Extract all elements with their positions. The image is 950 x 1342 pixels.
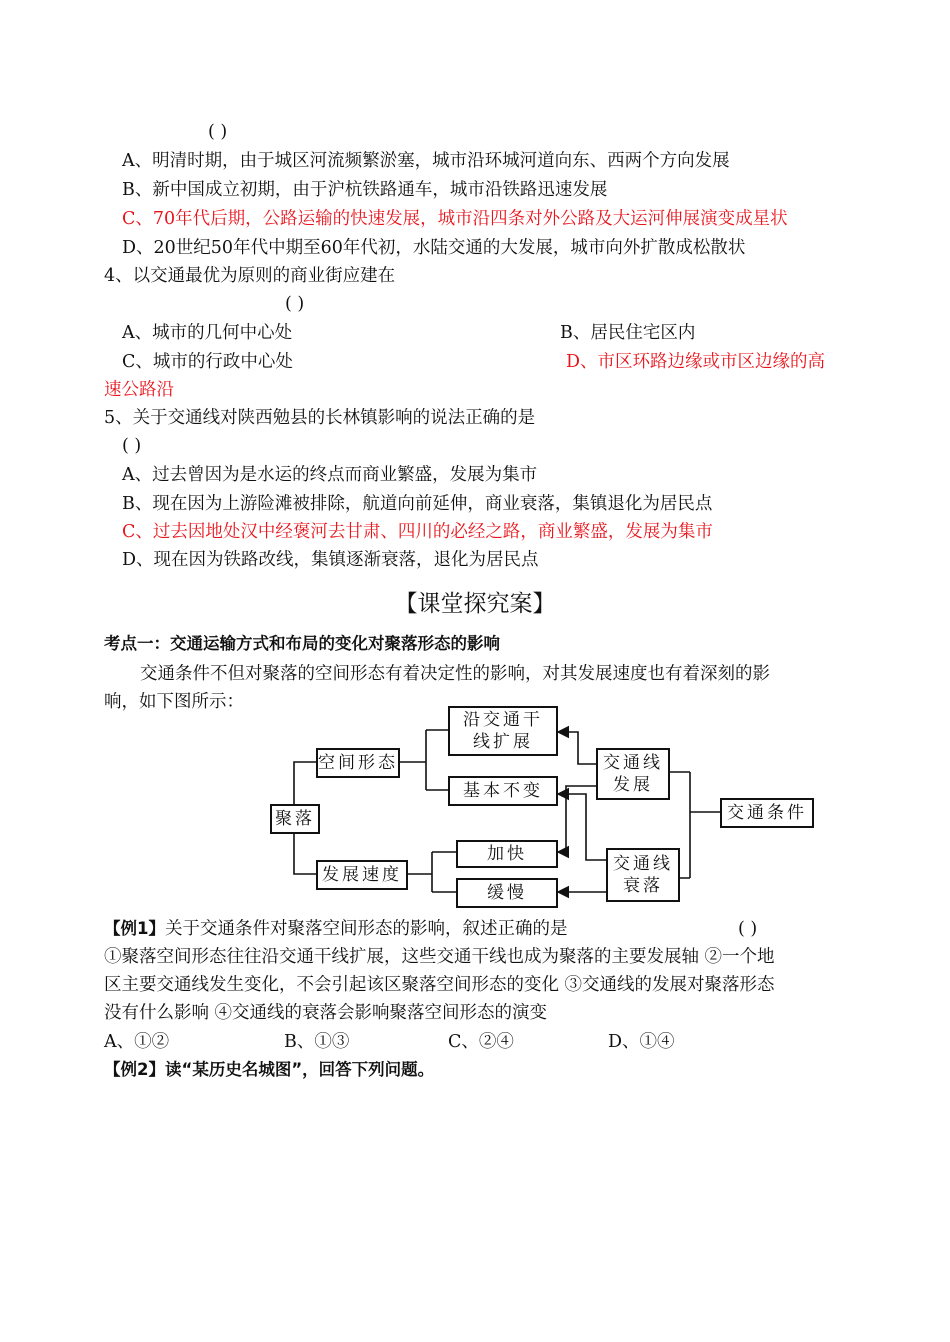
q3-option-a: A、明清时期，由于城区河流频繁淤塞，城市沿环城河道向东、西两个方向发展 <box>122 151 730 171</box>
box-tiaojian-label: 交通条件 <box>727 803 807 823</box>
ex2-label: 【例2】 <box>104 1060 165 1079</box>
q5-option-b: B、现在因为上游险滩被排除，航道向前延伸，商业衰落，集镇退化为居民点 <box>122 494 713 514</box>
intro-line-1: 交通条件不但对聚落的空间形态有着决定性的影响，对其发展速度也有着深刻的影 <box>140 664 770 684</box>
section-title: 【课堂探究案】 <box>394 591 556 617</box>
q4-option-a: A、城市的几何中心处 <box>122 323 293 343</box>
ex1-body-2: 区主要交通线发生变化，不会引起该区聚落空间形态的变化 ③交通线的发展对聚落形态 <box>104 975 775 995</box>
box-yan-line1: 沿交通干 <box>463 710 543 730</box>
q3-answer-paren: ( ) <box>208 122 228 142</box>
box-jiakuai <box>456 840 558 868</box>
box-fazhan-sudu-label: 发展速度 <box>322 865 402 885</box>
box-kongjian-label: 空间形态 <box>318 753 398 773</box>
ex1-body-1: ①聚落空间形态往往沿交通干线扩展，这些交通干线也成为聚落的主要发展轴 ②一个地 <box>104 947 775 967</box>
q4-option-d: D、市区环路边缘或市区边缘的高 <box>566 352 826 372</box>
box-yan-line2: 线扩展 <box>473 732 533 752</box>
box-jiaotongxian-shuailuo <box>606 848 680 902</box>
box-jtfz-line2: 发展 <box>613 775 653 795</box>
ex1-line <box>104 917 567 941</box>
box-juluo-label: 聚落 <box>275 809 315 829</box>
q5-option-d: D、现在因为铁路改线，集镇逐渐衰落，退化为居民点 <box>122 550 539 570</box>
q4-option-c: C、城市的行政中心处 <box>122 352 293 372</box>
box-jtsl-line1: 交通线 <box>613 854 673 874</box>
traffic-settlement-diagram <box>268 702 820 914</box>
q3-option-c: C、70年代后期，公路运输的快速发展，城市沿四条对外公路及大运河伸展演变成星状 <box>122 209 788 229</box>
box-fazhan-sudu <box>316 860 408 890</box>
box-huanman-label: 缓慢 <box>487 883 527 903</box>
intro-line-2: 响，如下图所示： <box>104 692 244 712</box>
q4-answer-paren: ( ) <box>285 294 305 314</box>
box-yan-jiaotong-ganxian <box>448 706 558 756</box>
ex1-option-d: D、①④ <box>608 1032 675 1052</box>
ex1-option-b: B、①③ <box>284 1032 350 1052</box>
q5-stem: 5、关于交通线对陕西勉县的长林镇影响的说法正确的是 <box>104 408 536 428</box>
box-jtsl-line2: 衰落 <box>623 876 663 896</box>
q4-option-b: B、居民住宅区内 <box>560 323 696 343</box>
q4-option-d-cont: 速公路沿 <box>104 380 174 400</box>
ex1-option-a: A、①② <box>104 1032 170 1052</box>
q3-option-d: D、20世纪50年代中期至60年代初，水陆交通的大发展，城市向外扩散成松散状 <box>122 238 746 258</box>
box-jiakuai-label: 加快 <box>487 844 527 864</box>
q5-option-a: A、过去曾因为是水运的终点而商业繁盛，发展为集市 <box>122 465 538 485</box>
ex2-stem: 读“某历史名城图”，回答下列问题。 <box>164 1060 435 1079</box>
ex1-label: 【例1】 <box>104 919 165 938</box>
q5-option-c: C、过去因地处汉中经褒河去甘肃、四川的必经之路，商业繁盛，发展为集市 <box>122 522 713 542</box>
q5-answer-paren: ( ) <box>122 436 142 456</box>
box-huanman <box>456 878 558 908</box>
box-jtfz-line1: 交通线 <box>603 753 663 773</box>
ex1-answer-paren: ( ) <box>738 919 758 939</box>
box-jiaotong-tiaojian <box>720 798 814 828</box>
box-jiben-bubian <box>448 776 558 806</box>
ex2-line <box>104 1058 434 1082</box>
ex1-stem: 关于交通条件对聚落空间形态的影响，叙述正确的是 <box>164 919 568 939</box>
box-bubian-label: 基本不变 <box>463 781 543 801</box>
box-juluo <box>270 804 320 834</box>
box-kongjian-xingtai <box>316 748 400 778</box>
q4-stem: 4、以交通最优为原则的商业街应建在 <box>104 266 396 286</box>
ex1-body-3: 没有什么影响 ④交通线的衰落会影响聚落空间形态的演变 <box>104 1003 548 1023</box>
kaodian-heading: 考点一：交通运输方式和布局的变化对聚落形态的影响 <box>104 634 500 653</box>
q3-option-b: B、新中国成立初期，由于沪杭铁路通车，城市沿铁路迅速发展 <box>122 180 608 200</box>
ex1-option-c: C、②④ <box>448 1032 514 1052</box>
box-jiaotongxian-fazhan <box>596 748 670 800</box>
